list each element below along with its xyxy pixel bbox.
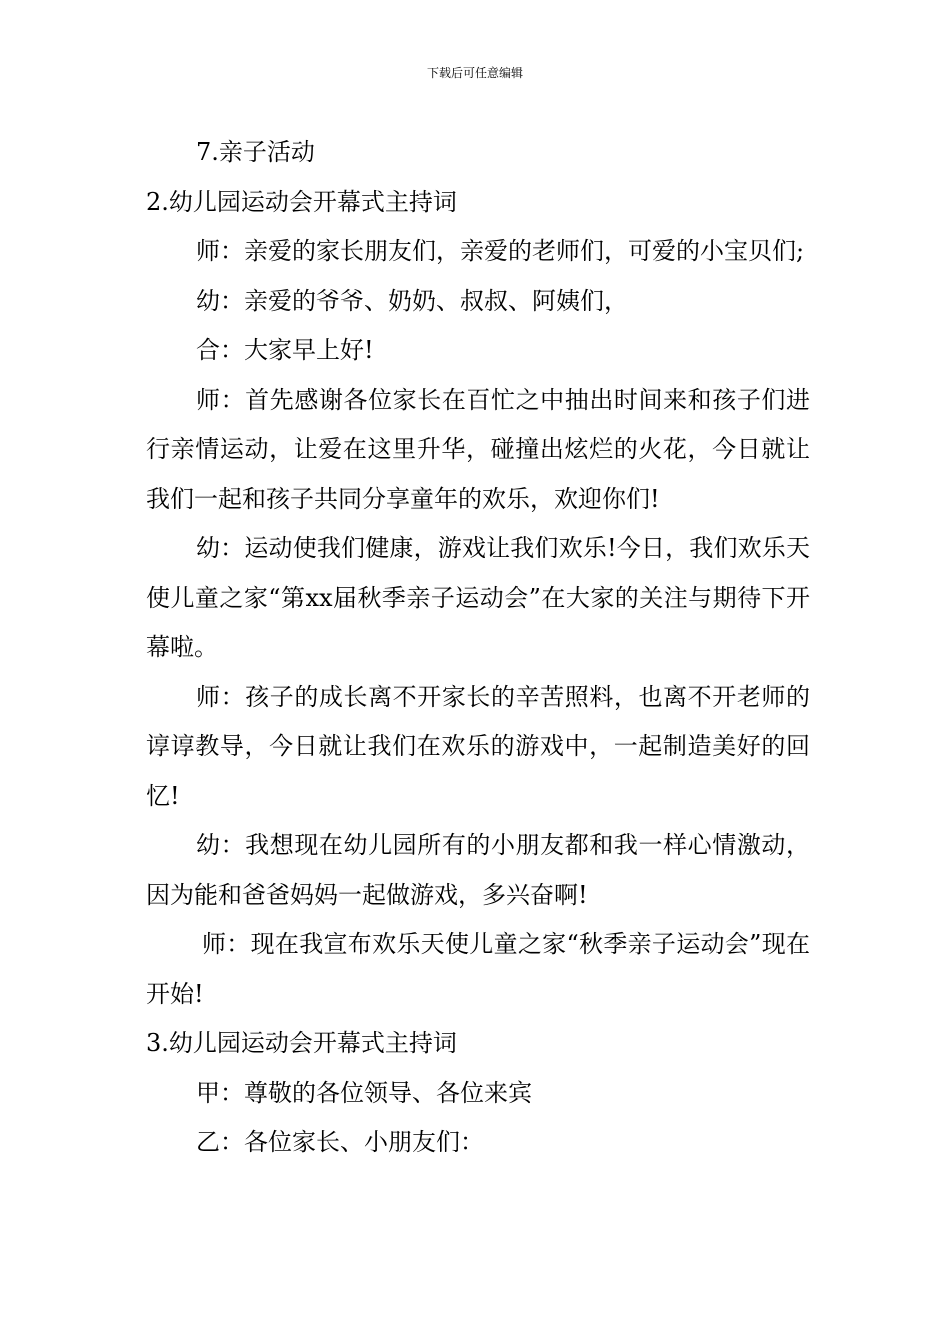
- paragraph: 师：首先感谢各位家长在百忙之中抽出时间来和孩子们进行亲情运动，让爱在这里升华，碰撞出炫烂的火花，今日就让我们一起和孩子共同分享童年的欢乐，欢迎你们!: [146, 385, 810, 513]
- section-heading: 3.幼儿园运动会开幕式主持词: [146, 1029, 457, 1057]
- paragraph: 幼：运动使我们健康，游戏让我们欢乐!今日，我们欢乐天使儿童之家“第xx届秋季亲子运动会”在大家的关注与期待下开幕啦。: [146, 534, 810, 661]
- paragraph: 合：大家早上好!: [196, 336, 374, 364]
- section-heading: 2.幼儿园运动会开幕式主持词: [146, 187, 457, 216]
- page-header: 下载后可任意编辑: [426, 66, 523, 80]
- list-item-activity: 7.亲子活动: [196, 138, 315, 166]
- paragraph: 乙：各位家长、小朋友们：: [196, 1128, 484, 1156]
- document-body: [146, 128, 810, 1168]
- paragraph: 师：现在我宣布欢乐天使儿童之家“秋季亲子运动会”现在开始!: [146, 930, 810, 1008]
- paragraph: 师：亲爱的家长朋友们，亲爱的老师们，可爱的小宝贝们;: [196, 237, 805, 265]
- paragraph: 师：孩子的成长离不开家长的辛苦照料，也离不开老师的谆谆教导，今日就让我们在欢乐的游戏中，一起制造美好的回忆!: [146, 682, 810, 810]
- paragraph: 幼：我想现在幼儿园所有的小朋友都和我一样心情激动，因为能和爸爸妈妈一起做游戏，多兴奋啊!: [146, 831, 810, 909]
- paragraph: 幼：亲爱的爷爷、奶奶、叔叔、阿姨们，: [196, 286, 628, 315]
- paragraph: 甲：尊敬的各位领导、各位来宾: [196, 1078, 532, 1107]
